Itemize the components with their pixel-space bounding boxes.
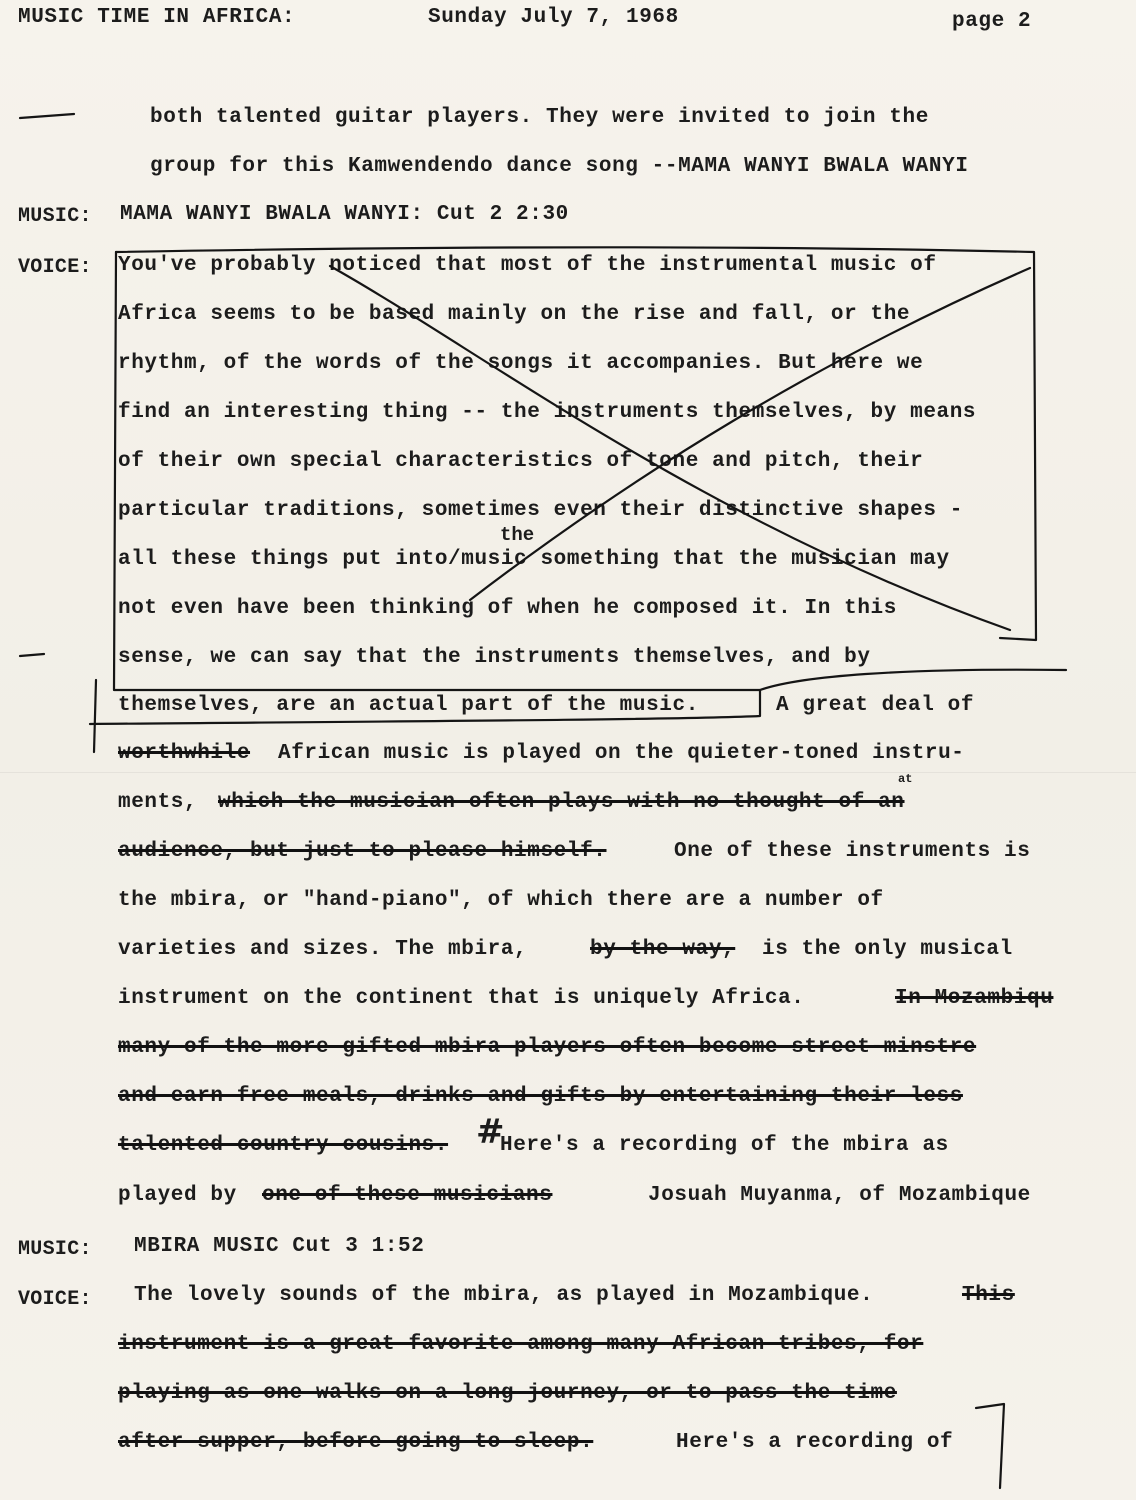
- voice-line: Josuah Muyanma, of Mozambique: [648, 1184, 1031, 1207]
- struck-text: audience, but just to please himself.: [118, 840, 607, 863]
- program-title: MUSIC TIME IN AFRICA:: [18, 6, 296, 29]
- broadcast-date: Sunday July 7, 1968: [428, 6, 679, 29]
- voice-line: the mbira, or "hand-piano", of which there are a number of: [118, 889, 884, 912]
- voice-line: sense, we can say that the instruments themselves, and by: [118, 646, 871, 669]
- voice-label: VOICE:: [18, 1288, 92, 1311]
- voice-line: find an interesting thing -- the instruments themselves, by means: [118, 401, 977, 424]
- voice-line: ments,: [118, 791, 198, 814]
- struck-text: In Mozambiqu: [895, 987, 1054, 1010]
- body-line: group for this Kamwendendo dance song --MAMA WANYI BWALA WANYI: [150, 155, 969, 178]
- page-number: page 2: [952, 10, 1032, 33]
- struck-text: many of the more gifted mbira players often become street-minstre: [118, 1036, 977, 1059]
- voice-line: not even have been thinking of when he composed it. In this: [118, 597, 897, 620]
- voice-line: themselves, are an actual part of the music.: [118, 694, 699, 717]
- voice-line: of their own special characteristics of tone and pitch, their: [118, 450, 924, 473]
- struck-text: playing as one walks on a long journey, or to pass the time: [118, 1382, 897, 1405]
- music-cue: MBIRA MUSIC Cut 3 1:52: [134, 1235, 425, 1258]
- voice-line: One of these instruments is: [674, 840, 1031, 863]
- voice-line: is the only musical: [762, 938, 1013, 961]
- voice-line: A great deal of: [776, 694, 975, 717]
- voice-line: instrument on the continent that is uniquely Africa.: [118, 987, 805, 1010]
- struck-text: This: [962, 1284, 1015, 1307]
- handwritten-insert: the: [500, 524, 535, 546]
- voice-line: all these things put into/music something that the musician may: [118, 548, 950, 571]
- voice-label: VOICE:: [18, 256, 92, 279]
- voice-line: rhythm, of the words of the songs it accompanies. But here we: [118, 352, 924, 375]
- paragraph-mark: #: [476, 1112, 505, 1152]
- voice-line: Africa seems to be based mainly on the rise and fall, or the: [118, 303, 911, 326]
- struck-text: by the way,: [590, 938, 736, 961]
- music-label: MUSIC:: [18, 1238, 92, 1261]
- voice-line: varieties and sizes. The mbira,: [118, 938, 528, 961]
- struck-text: instrument is a great favorite among many African tribes, for: [118, 1333, 924, 1356]
- struck-text: and earn free meals, drinks and gifts by entertaining their less: [118, 1085, 963, 1108]
- struck-text: which the musician often plays with no thought of an: [218, 791, 905, 814]
- voice-line: Here's a recording of: [676, 1431, 954, 1454]
- music-label: MUSIC:: [18, 205, 92, 228]
- struck-text: worthwhile: [118, 742, 251, 765]
- struck-text: talented country cousins.: [118, 1134, 449, 1157]
- voice-line: You've probably noticed that most of the instrumental music of: [118, 254, 937, 277]
- voice-line: The lovely sounds of the mbira, as played in Mozambique.: [134, 1284, 874, 1307]
- body-line: both talented guitar players. They were invited to join the: [150, 106, 929, 129]
- voice-line: Here's a recording of the mbira as: [500, 1134, 949, 1157]
- struck-text: after supper, before going to sleep.: [118, 1431, 594, 1454]
- paper-fold: [0, 772, 1136, 773]
- music-cue: MAMA WANYI BWALA WANYI: Cut 2 2:30: [120, 203, 569, 226]
- voice-line: particular traditions, sometimes even their distinctive shapes -: [118, 499, 963, 522]
- struck-text: one of these musicians: [262, 1184, 553, 1207]
- handwritten-insert: at: [898, 772, 913, 786]
- voice-line: played by: [118, 1184, 237, 1207]
- voice-line: African music is played on the quieter-toned instru-: [278, 742, 965, 765]
